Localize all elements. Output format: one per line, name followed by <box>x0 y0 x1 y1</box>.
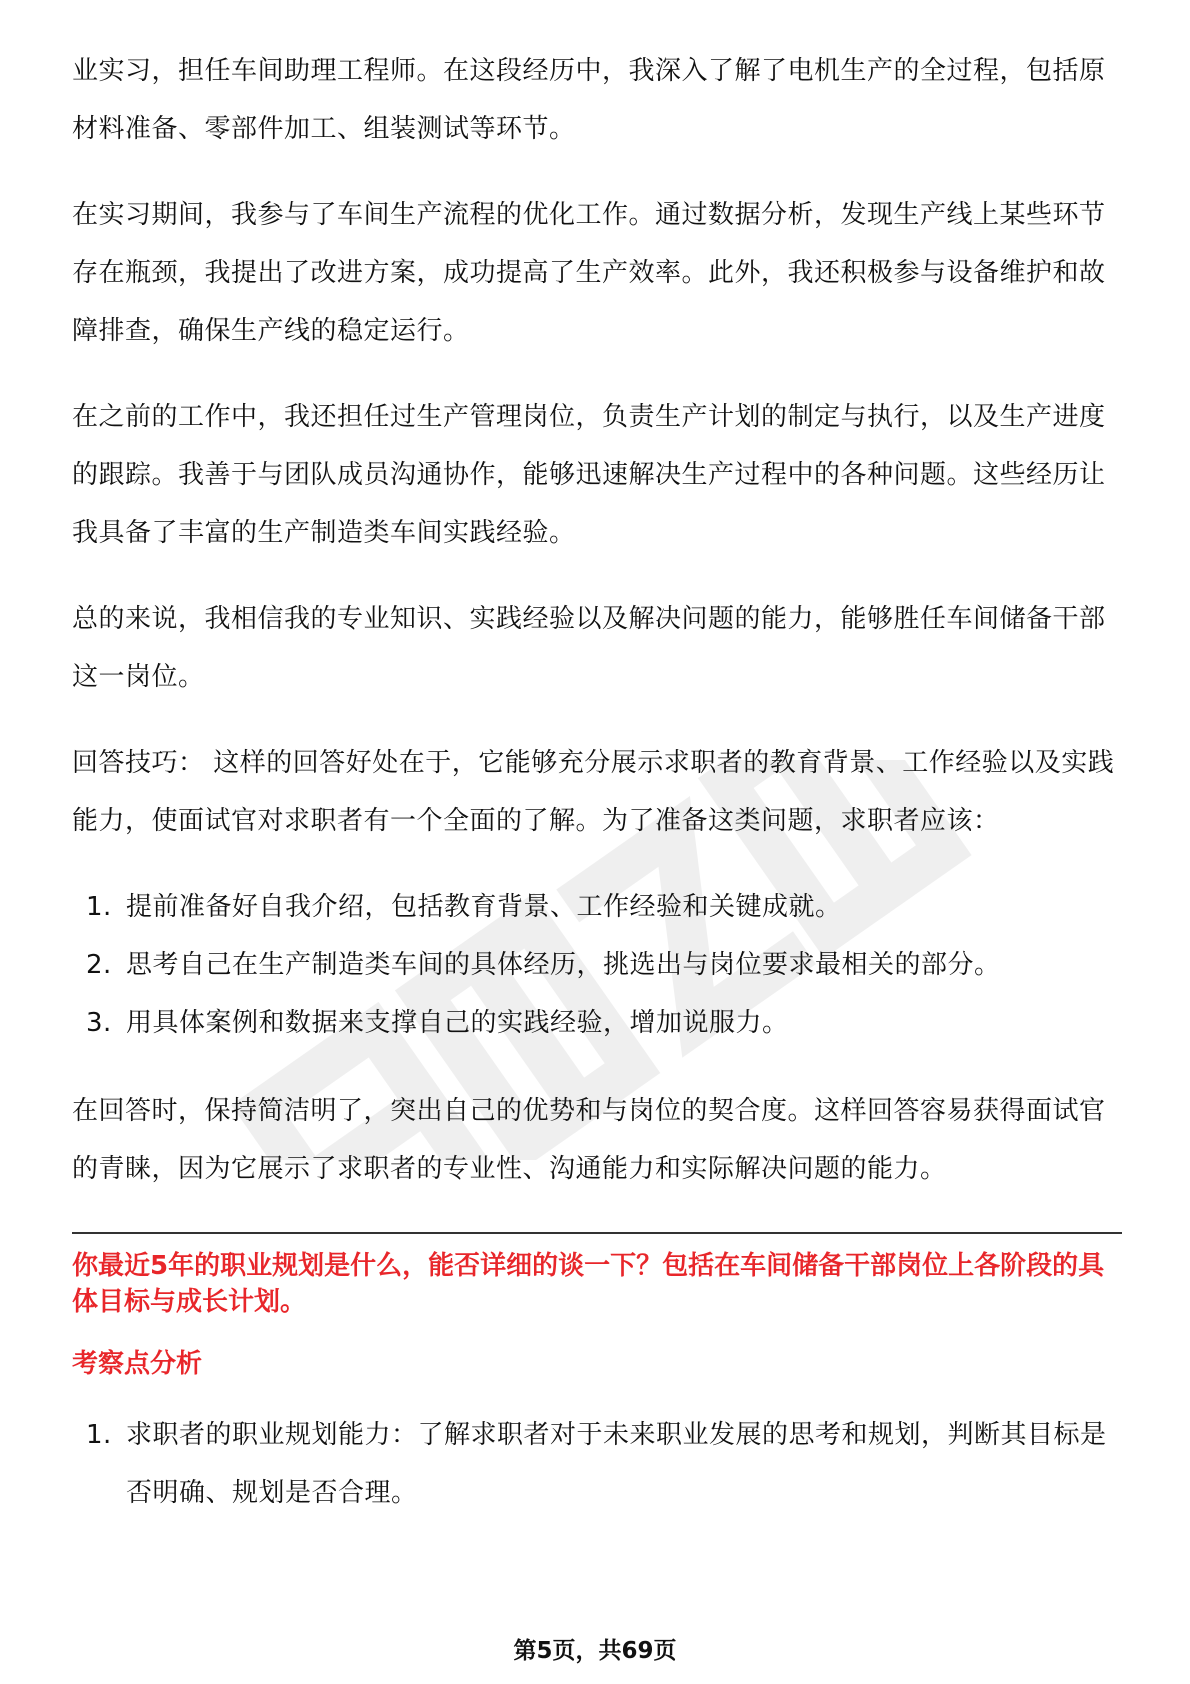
list-item-number: 1. <box>86 1420 112 1450</box>
tips-list <box>72 878 1122 1052</box>
answer-paragraph-3: 在之前的工作中，我还担任过生产管理岗位，负责生产计划的制定与执行，以及生产进度的跟踪。我善于与团队成员沟通协作，能够迅速解决生产过程中的各种问题。这些经历让我具备了丰富的生产制造类车间实践经验。 <box>72 402 1106 548</box>
list-item-text: 求职者的职业规划能力：了解求职者对于未来职业发展的思考和规划，判断其目标是否明确、规划是否合理。 <box>126 1420 1107 1508</box>
analysis-title: 考察点分析 <box>72 1349 203 1379</box>
list-item-number: 2. <box>86 950 112 980</box>
question-heading: 你最近5年的职业规划是什么，能否详细的谈一下？包括在车间储备干部岗位上各阶段的具体目标与成长计划。 <box>72 1251 1105 1317</box>
page-number-footer: 第5页，共69页 <box>513 1638 677 1664</box>
answer-paragraph-1: 业实习，担任车间助理工程师。在这段经历中，我深入了解了电机生产的全过程，包括原材料准备、零部件加工、组装测试等环节。 <box>72 56 1106 144</box>
list-item-number: 1. <box>86 892 112 922</box>
list-item <box>72 878 1122 936</box>
closing-paragraph: 在回答时，保持简洁明了，突出自己的优势和与岗位的契合度。这样回答容易获得面试官的青睐，因为它展示了求职者的专业性、沟通能力和实际解决问题的能力。 <box>72 1096 1106 1184</box>
main-content <box>72 42 1122 1552</box>
list-item-text: 提前准备好自我介绍，包括教育背景、工作经验和关键成就。 <box>126 892 842 922</box>
list-item-text: 思考自己在生产制造类车间的具体经历，挑选出与岗位要求最相关的部分。 <box>126 950 1001 980</box>
analysis-list <box>72 1406 1122 1522</box>
answer-tips-paragraph: 回答技巧： 这样的回答好处在于，它能够充分展示求职者的教育背景、工作经验以及实践能力，使面试官对求职者有一个全面的了解。为了准备这类问题，求职者应该： <box>72 748 1115 836</box>
answer-paragraph-2: 在实习期间，我参与了车间生产流程的优化工作。通过数据分析，发现生产线上某些环节存在瓶颈，我提出了改进方案，成功提高了生产效率。此外，我还积极参与设备维护和故障排查，确保生产线的稳定运行。 <box>72 200 1106 346</box>
answer-paragraph-4: 总的来说，我相信我的专业知识、实践经验以及解决问题的能力，能够胜任车间储备干部这一岗位。 <box>72 604 1106 692</box>
list-item <box>72 936 1122 994</box>
list-item <box>72 994 1122 1052</box>
list-item <box>72 1406 1122 1522</box>
list-item-text: 用具体案例和数据来支撑自己的实践经验，增加说服力。 <box>126 1008 789 1038</box>
section-divider <box>72 1232 1122 1234</box>
list-item-number: 3. <box>86 1008 112 1038</box>
